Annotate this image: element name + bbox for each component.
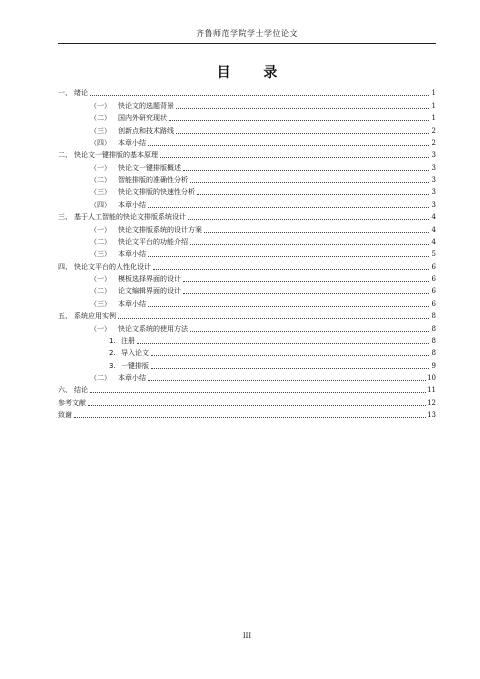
dot-leader [148, 306, 429, 307]
dot-leader [204, 232, 429, 233]
dot-leader [90, 392, 426, 393]
toc-entry[interactable] [58, 185, 436, 197]
dot-leader [153, 269, 429, 270]
toc-entry-page: 3 [431, 151, 436, 160]
dot-leader [151, 368, 429, 369]
toc-entry-title: 快论文一键排版的基本原理 [74, 151, 158, 160]
toc-entry[interactable] [58, 210, 436, 222]
toc-entry-number: （三） [90, 299, 111, 308]
toc-entry-number: （三） [90, 126, 111, 135]
dot-leader [183, 170, 429, 171]
toc-entry[interactable] [58, 173, 436, 185]
toc-entry[interactable] [58, 272, 436, 284]
toc-entry-title: 本章小结 [118, 374, 146, 382]
toc-entry[interactable] [58, 321, 436, 333]
dot-leader [183, 281, 429, 282]
toc-entry-page: 6 [431, 275, 436, 283]
toc-entry-number: （三） [90, 250, 111, 259]
toc-entry-page: 1 [431, 89, 436, 98]
toc-entry-page: 3 [431, 176, 436, 184]
toc-entry-page: 6 [431, 287, 436, 296]
toc-entry-title: 国内外研究现状 [118, 114, 167, 123]
toc-entry-title: 快论文平台的功能介绍 [118, 237, 188, 246]
toc-entry-title: 创新点和技术路线 [118, 126, 174, 135]
toc-entry-number: 2. [109, 349, 116, 358]
toc-entry-page: 13 [427, 411, 436, 420]
toc-entry-page: 3 [431, 163, 436, 172]
running-header: 齐鲁师范学院学士学位论文 [196, 29, 298, 38]
toc-entry-title: 致谢 [58, 411, 72, 420]
toc-entry-page: 1 [431, 114, 436, 123]
dot-leader [169, 120, 429, 121]
dot-leader [148, 207, 429, 208]
toc-entry-page: 4 [431, 237, 436, 246]
dot-leader [90, 95, 429, 96]
toc-entry-title: 本章小结 [118, 250, 146, 259]
dot-leader [148, 145, 429, 146]
dot-leader [176, 133, 429, 134]
toc-entry-page: 2 [431, 126, 436, 135]
toc-entry-number: 六、 [58, 386, 72, 395]
dot-leader [183, 293, 429, 294]
toc-entry-page: 12 [427, 398, 436, 407]
toc-entry[interactable] [58, 346, 436, 358]
toc-entry-title: 模板选择界面的设计 [118, 275, 181, 283]
toc-entry-number: （二） [90, 374, 111, 382]
toc-entry-number: （一） [90, 275, 111, 283]
toc-entry-page: 3 [431, 200, 436, 209]
toc-entry-number: 3. [109, 361, 116, 370]
dot-leader [137, 343, 429, 344]
toc-entry-page: 11 [427, 386, 436, 395]
toc-entry-title: 快论文排版系统的设计方案 [118, 225, 202, 234]
toc-entry[interactable] [58, 383, 436, 395]
toc-entry[interactable] [58, 334, 436, 346]
toc-entry-title: 快论文一键排版概述 [118, 163, 181, 172]
toc-entry-number: （二） [90, 237, 111, 246]
toc-entry[interactable] [58, 86, 436, 98]
toc-entry[interactable] [58, 247, 436, 259]
toc-entry-page: 8 [431, 312, 436, 321]
toc-entry[interactable] [58, 160, 436, 172]
toc-entry[interactable] [58, 296, 436, 308]
header-rule [58, 43, 436, 44]
toc-entry[interactable] [58, 235, 436, 247]
toc-entry-title: 本章小结 [118, 299, 146, 308]
toc-entry-title: 智能排版的准确性分析 [118, 176, 188, 184]
dot-leader [148, 256, 429, 257]
toc-entry-title: 导入论文 [121, 349, 149, 358]
toc-entry[interactable] [58, 395, 436, 407]
toc-entry-number: （二） [90, 176, 111, 184]
dot-leader [74, 417, 426, 418]
toc-entry-number: （一） [90, 163, 111, 172]
toc-entry[interactable] [58, 98, 436, 110]
toc-entry-title: 一键排版 [121, 361, 149, 370]
dot-leader [197, 194, 429, 195]
toc-title: 目 录 [216, 65, 292, 81]
toc-entry-number: （二） [90, 114, 111, 123]
toc-entry-title: 参考文献 [58, 398, 86, 407]
toc-entry-page: 8 [431, 324, 436, 333]
toc-entry[interactable] [58, 371, 436, 383]
toc-entry[interactable] [58, 111, 436, 123]
toc-entry-title: 本章小结 [118, 138, 146, 147]
toc-entry-title: 结论 [74, 386, 88, 395]
toc-entry-page: 5 [431, 250, 436, 259]
toc-entry[interactable] [58, 136, 436, 148]
toc-entry-number: 五、 [58, 312, 72, 321]
toc-entry-number: 二、 [58, 151, 72, 160]
toc-entry-number: （二） [90, 287, 111, 296]
toc-entry-number: 三、 [58, 213, 72, 222]
toc-entry-page: 3 [431, 188, 436, 197]
toc-entry-title: 论文编辑界面的设计 [118, 287, 181, 296]
toc-entry-title: 快论文的选题背景 [118, 101, 174, 110]
toc-entry-page: 4 [431, 225, 436, 234]
dot-leader [148, 380, 426, 381]
toc-entry-number: 一、 [58, 89, 72, 98]
dot-leader [118, 318, 429, 319]
table-of-contents [58, 86, 436, 420]
toc-entry-page: 8 [431, 336, 436, 345]
toc-entry-number: 1. [109, 336, 116, 345]
toc-entry[interactable] [58, 148, 436, 160]
toc-entry-number: （三） [90, 188, 111, 197]
toc-entry[interactable] [58, 197, 436, 209]
toc-entry-title: 基于人工智能的快论文排版系统设计 [74, 213, 186, 222]
toc-entry-title: 快论文平台的人性化设计 [74, 262, 151, 271]
toc-entry-page: 8 [431, 349, 436, 358]
toc-entry-number: （一） [90, 324, 111, 333]
toc-entry-number: （四） [90, 138, 111, 147]
toc-entry-page: 10 [427, 374, 436, 382]
toc-entry-number: 四、 [58, 262, 72, 271]
dot-leader [151, 355, 429, 356]
toc-entry-title: 注册 [121, 336, 135, 345]
dot-leader [88, 405, 426, 406]
toc-entry[interactable] [58, 358, 436, 370]
toc-entry-number: （一） [90, 101, 111, 110]
toc-entry[interactable] [58, 259, 436, 271]
toc-entry-page: 4 [431, 213, 436, 222]
toc-entry-page: 6 [431, 262, 436, 271]
toc-entry-title: 快论文系统的使用方法 [118, 324, 188, 333]
dot-leader [190, 182, 429, 183]
dot-leader [160, 157, 429, 158]
dot-leader [188, 219, 429, 220]
toc-entry-page: 9 [431, 361, 436, 370]
toc-entry-title: 快论文排版的快速性分析 [118, 188, 195, 197]
toc-entry[interactable] [58, 123, 436, 135]
toc-entry-title: 绪论 [74, 89, 88, 98]
toc-entry[interactable] [58, 284, 436, 296]
toc-entry-title: 系统应用实例 [74, 312, 116, 321]
page-number: III [242, 632, 252, 640]
dot-leader [176, 108, 429, 109]
toc-entry-title: 本章小结 [118, 200, 146, 209]
toc-entry[interactable] [58, 309, 436, 321]
toc-entry-page: 2 [431, 138, 436, 147]
toc-entry-page: 1 [431, 101, 436, 110]
dot-leader [190, 244, 429, 245]
toc-entry[interactable] [58, 222, 436, 234]
toc-entry-number: （四） [90, 200, 111, 209]
toc-entry-page: 6 [431, 299, 436, 308]
toc-entry-number: （一） [90, 225, 111, 234]
toc-entry[interactable] [58, 408, 436, 420]
dot-leader [190, 331, 429, 332]
